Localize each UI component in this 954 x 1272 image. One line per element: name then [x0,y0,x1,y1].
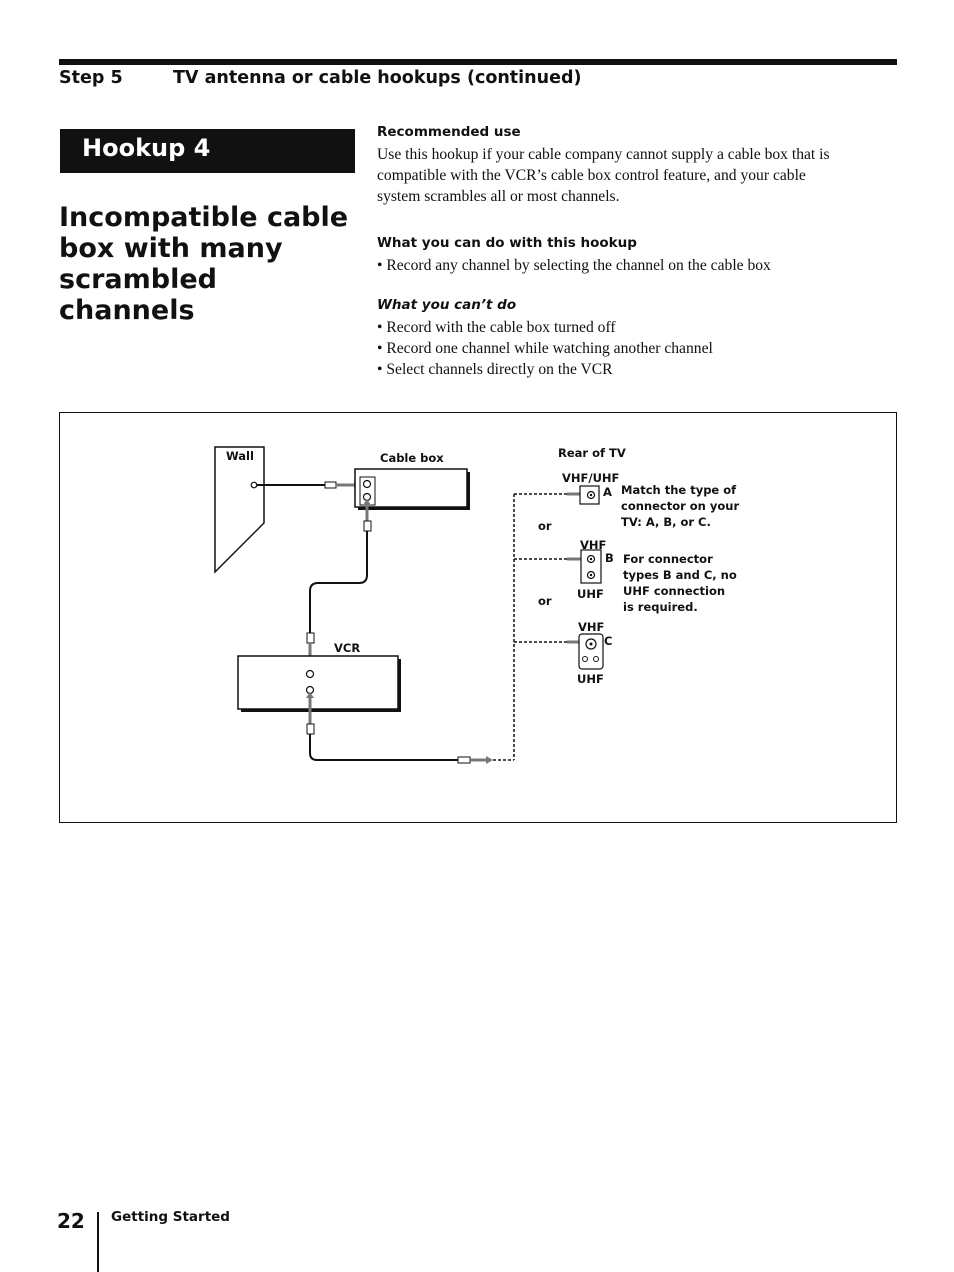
list-item: • Select channels directly on the VCR [377,359,897,380]
step-heading [59,68,581,88]
connector-b-letter: B [605,551,614,565]
f-connector [325,482,336,488]
cant-do-section [377,297,897,380]
wall-label: Wall [226,449,254,463]
hookup-diagram [59,412,897,823]
vcr [238,656,398,709]
match-connector-note: Match the type of connector on your TV: A, B, or C. [621,483,740,529]
connector-a-letter: A [603,485,612,499]
can-do-list [377,255,897,276]
main-title-line: Incompatible cable [59,202,349,233]
vcr-label: VCR [334,641,361,655]
list-item: • Record one channel while watching another channel [377,338,897,359]
hookup-label: Hookup 4 [82,134,211,162]
hookup-banner [60,129,355,173]
recommended-heading: Recommended use [377,124,521,140]
cant-do-list [377,317,897,380]
cant-do-heading: What you can’t do [377,297,517,313]
page-number: 22 [57,1209,85,1233]
or-label: or [538,519,552,533]
cable-box-label: Cable box [380,451,444,465]
vcr-to-tv-cable [310,734,458,760]
can-do-section [377,235,897,276]
vhf-c-label: VHF [578,620,605,634]
recommended-section [377,124,897,207]
or-label: or [538,594,552,608]
wall-outlet [251,482,257,488]
cable-box-to-vcr-cable [310,531,367,633]
vhf-b-label: VHF [580,538,607,552]
vhf-uhf-label: VHF/UHF [562,471,620,485]
wall-shape [215,447,264,572]
diagram-drawing [60,413,896,822]
footer-section: Getting Started [111,1209,230,1225]
list-item: • Record any channel by selecting the channel on the cable box [377,255,897,276]
list-item: • Record with the cable box turned off [377,317,897,338]
uhf-c-label: UHF [577,672,604,686]
connector-c-letter: C [604,634,613,648]
main-title [59,202,359,326]
footer-rule [97,1212,99,1272]
main-title-line: box with many [59,233,283,264]
step-number: Step 5 [59,68,123,88]
top-rule [59,59,897,65]
rear-of-tv-label: Rear of TV [558,446,626,460]
bc-connector-note: For connector types B and C, no UHF connection is required. [623,552,737,614]
uhf-b-label: UHF [577,587,604,601]
can-do-heading: What you can do with this hookup [377,235,637,251]
step-title: TV antenna or cable hookups (continued) [173,68,582,88]
recommended-text: Use this hookup if your cable company cannot supply a cable box that is compatible with the VCR’s cable box control feature, and your cable system scrambles all or most channels. [377,146,830,205]
main-title-line: scrambled channels [59,264,217,326]
